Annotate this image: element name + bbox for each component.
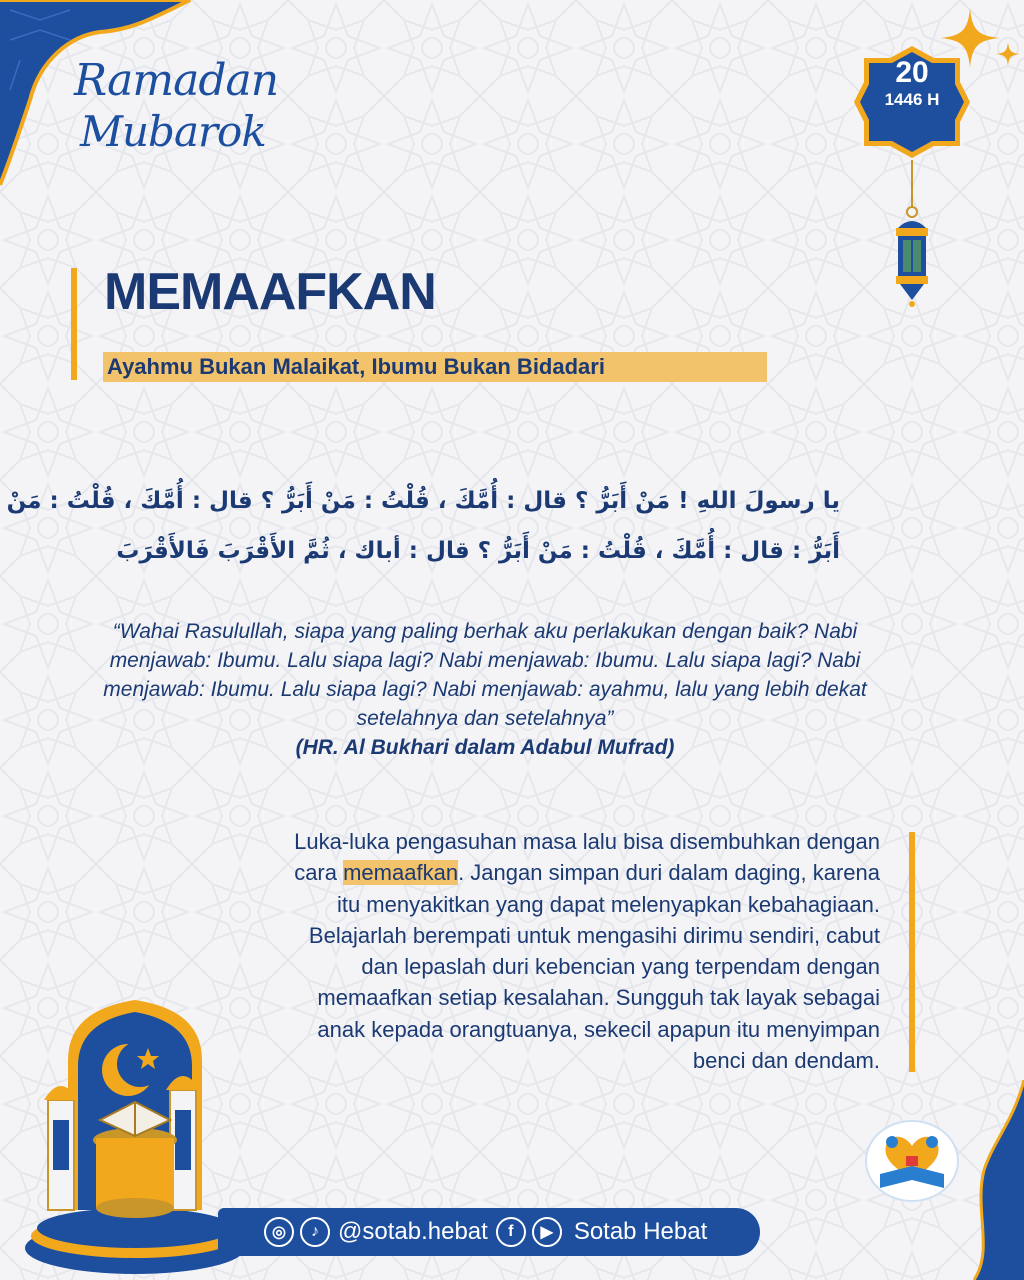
hadith-arabic-line: أَبَرُّ : قال : أُمَّكَ ، قُلْتُ : مَنْ أَبَرُّ ؟ قال : أباك ، ثُمَّ الأَقْرَبَ فَالأَقْرَبَ bbox=[116, 538, 840, 564]
ramadan-mubarok-logo bbox=[66, 55, 279, 165]
hadith-source: (HR. Al Bukhari dalam Adabul Mufrad) bbox=[295, 736, 675, 759]
ramadan-day-number: 20 bbox=[895, 56, 929, 89]
title-accent-bar bbox=[71, 268, 77, 380]
day-badge-text bbox=[852, 56, 972, 110]
page-subtitle: Ayahmu Bukan Malaikat, Ibumu Bukan Bidadari bbox=[103, 352, 767, 382]
advice-line: Luka-luka pengasuhan masa lalu bisa disembuhkan dengan bbox=[294, 829, 880, 854]
advice-line bbox=[170, 857, 880, 888]
hadith-arabic-line: يا رسولَ اللهِ ! مَنْ أَبَرُّ ؟ قال : أُمَّكَ ، قُلْتُ : مَنْ أَبَرُّ ؟ قال : أُمَّكَ ، قُلْتُ : مَنْ bbox=[6, 488, 840, 514]
youtube-icon[interactable]: ▶ bbox=[532, 1217, 562, 1247]
advice-highlight: memaafkan bbox=[343, 860, 459, 886]
sparkle-small-icon bbox=[996, 42, 1020, 66]
advice-paragraph bbox=[170, 826, 880, 1076]
social-handle[interactable]: @sotab.hebat bbox=[338, 1218, 488, 1245]
advice-accent-bar bbox=[909, 832, 915, 1072]
hadith-translation: “Wahai Rasulullah, siapa yang paling berhak aku perlakukan dengan baik? Nabi menjawab: Ibumu. Lalu siapa lagi? Nabi menjawab: Ibumu. Lalu siapa lagi? Nabi menjawab: Ibumu. Lalu siapa lagi? Nabi menjawab: ayahmu, lalu yang lebih dekat setelahnya dan setelahnya” bbox=[103, 620, 867, 730]
advice-line: anak kepada orangtuanya, sekecil apapun itu menyimpan bbox=[317, 1016, 880, 1042]
advice-line: dan lepaslah duri kebencian yang terpendam dengan bbox=[361, 954, 880, 980]
page-title: MEMAAFKAN bbox=[104, 263, 436, 321]
facebook-icon[interactable]: f bbox=[496, 1217, 526, 1247]
hadith-translation-block bbox=[90, 617, 880, 762]
mosque-illustration bbox=[20, 990, 240, 1280]
advice-line: Belajarlah berempati untuk mengasihi dirimu sendiri, cabut bbox=[308, 922, 880, 948]
advice-line-prefix: cara bbox=[294, 860, 344, 886]
sotab-hebat-logo bbox=[862, 1116, 962, 1206]
social-footer bbox=[218, 1208, 760, 1256]
hadith-arabic bbox=[6, 476, 840, 576]
lantern-icon bbox=[884, 160, 940, 310]
hijri-year: 1446 H bbox=[884, 90, 940, 109]
greeting-line-1: Ramadan bbox=[74, 55, 279, 106]
tiktok-icon[interactable]: ♪ bbox=[300, 1217, 330, 1247]
channel-name[interactable]: Sotab Hebat bbox=[573, 1218, 708, 1245]
greeting-line-2: Mubarok bbox=[80, 107, 266, 156]
advice-line: benci dan dendam. bbox=[692, 1048, 880, 1074]
instagram-icon[interactable]: ◎ bbox=[264, 1217, 294, 1247]
advice-line: itu menyakitkan yang dapat melenyapkan kebahagiaan. bbox=[336, 891, 880, 917]
advice-line-suffix: . Jangan simpan duri dalam daging, karena bbox=[458, 860, 880, 886]
advice-line: memaafkan setiap kesalahan. Sungguh tak layak sebagai bbox=[317, 985, 880, 1011]
corner-ornament-bottom-right bbox=[954, 1080, 1024, 1280]
